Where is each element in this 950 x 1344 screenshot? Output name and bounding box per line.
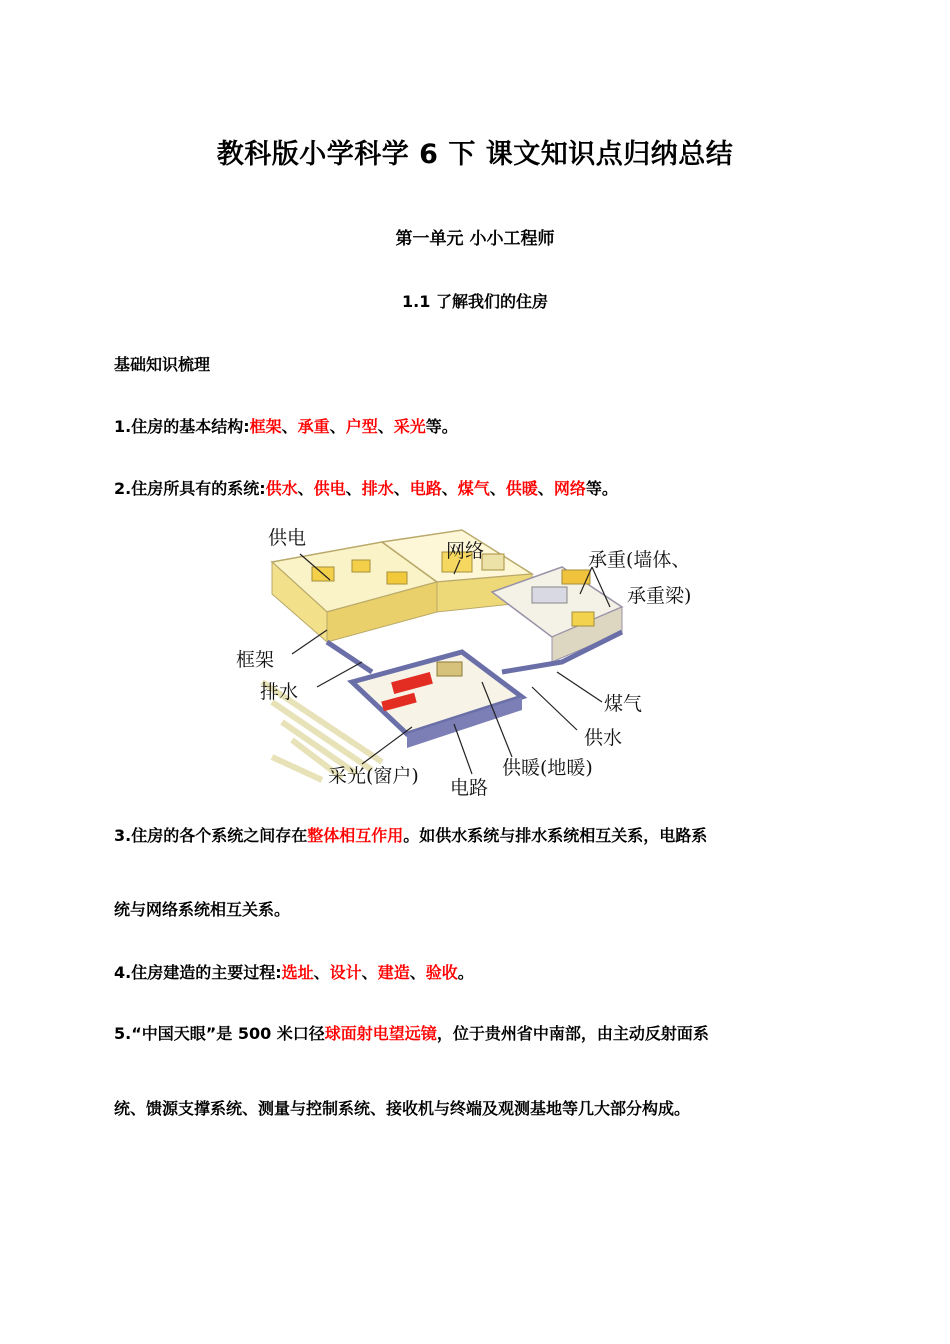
lesson-heading: 1.1 了解我们的住房 xyxy=(402,292,548,311)
paragraph-3-line-1 xyxy=(114,823,707,846)
keyword: 选址 xyxy=(281,963,314,982)
label-gas: 煤气 xyxy=(604,693,643,715)
paragraph-4 xyxy=(114,960,474,983)
keyword: 整体相互作用 xyxy=(307,826,404,845)
label-bearing-1: 承重(墙体、 xyxy=(588,549,691,571)
keyword: 供暖 xyxy=(505,479,538,498)
keyword: 设计 xyxy=(329,963,362,982)
label-network: 网络 xyxy=(446,540,485,562)
separator: 、 xyxy=(345,479,362,498)
keyword: 验收 xyxy=(425,963,458,982)
label-power: 供电 xyxy=(268,527,307,549)
p5-prefix: 5.“中国天眼”是 500 米口径 xyxy=(114,1024,325,1043)
keyword: 框架 xyxy=(249,417,282,436)
label-frame: 框架 xyxy=(236,649,275,671)
separator: 、 xyxy=(537,479,554,498)
p2-suffix: 等。 xyxy=(585,479,618,498)
p1-prefix: 1.住房的基本结构: xyxy=(114,417,250,436)
unit-heading: 第一单元 小小工程师 xyxy=(395,229,555,249)
separator: 、 xyxy=(489,479,506,498)
separator: 、 xyxy=(297,479,314,498)
p5-rest: ，位于贵州省中南部，由主动反射面系 xyxy=(436,1024,709,1043)
p4-suffix: 。 xyxy=(457,963,474,982)
separator: 、 xyxy=(377,417,394,436)
keyword: 建造 xyxy=(377,963,410,982)
keyword: 供水 xyxy=(265,479,298,498)
separator: 、 xyxy=(393,479,410,498)
p4-prefix: 4.住房建造的主要过程: xyxy=(114,963,282,982)
keyword: 承重 xyxy=(297,417,330,436)
label-drain: 排水 xyxy=(260,681,299,703)
p3-prefix: 3.住房的各个系统之间存在 xyxy=(114,826,308,845)
label-heating: 供暖(地暖) xyxy=(502,757,593,779)
house-systems-illustration xyxy=(232,512,712,800)
keyword: 网络 xyxy=(553,479,586,498)
paragraph-2 xyxy=(114,476,618,499)
section-heading: 基础知识梳理 xyxy=(114,355,211,374)
keyword: 户型 xyxy=(345,417,378,436)
house-front-living xyxy=(352,652,522,748)
separator: 、 xyxy=(329,417,346,436)
label-circuit: 电路 xyxy=(450,777,489,799)
paragraph-5-line-2: 统、馈源支撑系统、测量与控制系统、接收机与终端及观测基地等几大部分构成。 xyxy=(114,1099,691,1118)
separator: 、 xyxy=(281,417,298,436)
paragraph-1 xyxy=(114,414,458,437)
separator: 、 xyxy=(313,963,330,982)
page-title: 教科版小学科学 6 下 课文知识点归纳总结 xyxy=(216,139,734,170)
keyword: 煤气 xyxy=(457,479,490,498)
keyword: 采光 xyxy=(393,417,426,436)
separator: 、 xyxy=(441,479,458,498)
keyword: 电路 xyxy=(409,479,442,498)
paragraph-3-line-2: 统与网络系统相互关系。 xyxy=(114,900,291,919)
keyword: 排水 xyxy=(361,479,394,498)
keyword: 球面射电望远镜 xyxy=(324,1024,437,1043)
separator: 、 xyxy=(409,963,426,982)
separator: 、 xyxy=(361,963,378,982)
p3-rest: 。如供水系统与排水系统相互关系，电路系 xyxy=(403,826,708,845)
label-bearing-2: 承重梁) xyxy=(627,585,692,607)
p2-prefix: 2.住房所具有的系统: xyxy=(114,479,266,498)
paragraph-5-line-1 xyxy=(114,1021,709,1044)
keyword: 供电 xyxy=(313,479,346,498)
label-light: 采光(窗户) xyxy=(328,765,419,787)
p1-suffix: 等。 xyxy=(425,417,458,436)
label-water: 供水 xyxy=(584,727,623,749)
